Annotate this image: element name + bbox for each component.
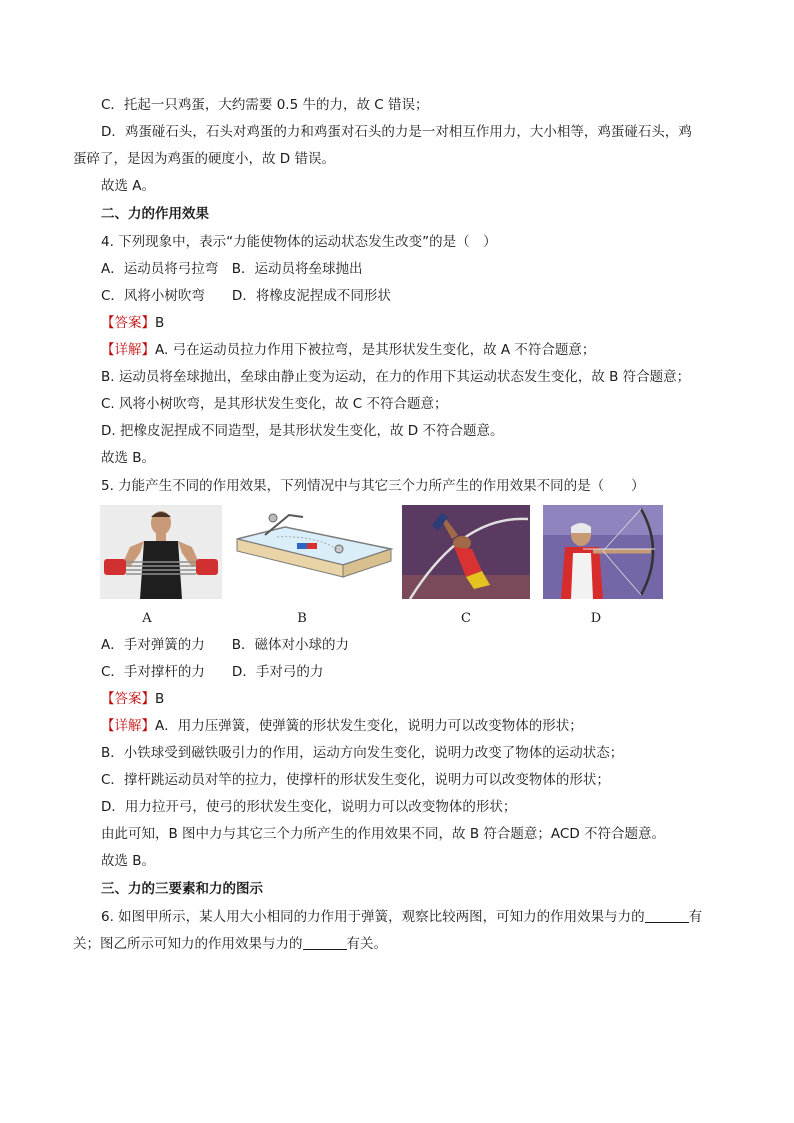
answer-d-text-1: D．鸡蛋碰石头，石头对鸡蛋的力和鸡蛋对石头的力是一对相互作用力，大小相等，鸡蛋碰石头，鸡 (101, 124, 692, 140)
q6-blank-1[interactable] (645, 908, 689, 923)
detail-text: A．用力压弹簧，使弹簧的形状发生变化，说明力可以改变物体的形状； (155, 718, 583, 734)
q4-stem: 4. 下列现象中，表示“力能使物体的运动状态发生改变”的是（ ） (101, 234, 497, 250)
q4-detail-b: B. 运动员将垒球抛出，垒球由静止变为运动，在力的作用下其运动状态发生变化，故 B 符合题意； (101, 369, 691, 385)
q4-options-ab: A．运动员将弓拉弯 B．运动员将垒球抛出 (101, 261, 363, 277)
q6-text-2-end: 有关。 (346, 936, 387, 952)
figure-a-caption: A (142, 611, 152, 626)
figure-d-caption: D (590, 611, 602, 626)
q5-options-cd: C．手对撑杆的力 D．手对弓的力 (101, 664, 324, 680)
q4-detail-d: D. 把橡皮泥捏成不同造型，是其形状发生变化，故 D 不符合题意。 (101, 423, 504, 439)
answer-tag: 【答案】 (101, 691, 155, 707)
q5-detail-a (101, 716, 583, 736)
prev-choice: 故选 A。 (101, 178, 156, 194)
q4-detail-c: C. 风将小树吹弯，是其形状发生变化，故 C 不符合题意； (101, 396, 448, 412)
figure-a-spring-expander (100, 505, 222, 599)
q4-detail-a (101, 340, 595, 360)
q5-detail-b: B．小铁球受到磁铁吸引力的作用，运动方向发生变化，说明力改变了物体的运动状态； (101, 745, 624, 761)
q4-choice: 故选 B。 (101, 450, 156, 466)
answer-value: B (155, 691, 165, 707)
detail-tag: 【详解】 (101, 718, 155, 734)
q5-detail-d: D．用力拉开弓，使弓的形状发生变化，说明力可以改变物体的形状； (101, 799, 517, 815)
section-2-title: 二、力的作用效果 (101, 206, 209, 222)
detail-tag: 【详解】 (101, 342, 155, 358)
q5-options-ab: A．手对弹簧的力 B．磁体对小球的力 (101, 637, 349, 653)
figure-b-caption: B (297, 611, 307, 626)
q4-options-cd: C．风将小树吹弯 D．将橡皮泥捏成不同形状 (101, 288, 391, 304)
figure-c-caption: C (461, 611, 471, 626)
figure-c-pole-vault (402, 505, 530, 599)
answer-c-text: C．托起一只鸡蛋，大约需要 0.5 牛的力，故 C 错误； (101, 97, 429, 113)
q6-line-1 (101, 907, 702, 927)
figure-b-magnet-ball (233, 505, 393, 599)
q6-blank-2[interactable] (303, 935, 347, 950)
detail-text: A. 弓在运动员拉力作用下被拉弯，是其形状发生变化，故 A 不符合题意； (155, 342, 596, 358)
answer-d-text-2: 蛋碎了，是因为鸡蛋的硬度小，故 D 错误。 (73, 151, 335, 167)
q6-text-1-end: 有 (688, 909, 703, 925)
figure-d-archer (543, 505, 663, 599)
q5-answer (101, 689, 164, 709)
q4-answer (101, 313, 164, 333)
q5-choice: 故选 B。 (101, 853, 156, 869)
q5-conclusion: 由此可知，B 图中力与其它三个力所产生的作用效果不同，故 B 符合题意；ACD 不符合题意。 (101, 826, 666, 842)
q6-line-2 (73, 934, 387, 954)
q5-stem: 5. 力能产生不同的作用效果，下列情况中与其它三个力所产生的作用效果不同的是（ ） (101, 478, 645, 494)
section-3-title: 三、力的三要素和力的图示 (101, 881, 263, 897)
answer-value: B (155, 315, 165, 331)
answer-tag: 【答案】 (101, 315, 155, 331)
q5-detail-c: C．撑杆跳运动员对竿的拉力，使撑杆的形状发生变化，说明力可以改变物体的形状； (101, 772, 610, 788)
q6-text-1: 6. 如图甲所示，某人用大小相同的力作用于弹簧，观察比较两图，可知力的作用效果与力的 (101, 909, 645, 925)
q6-text-2: 关；图乙所示可知力的作用效果与力的 (73, 936, 303, 952)
